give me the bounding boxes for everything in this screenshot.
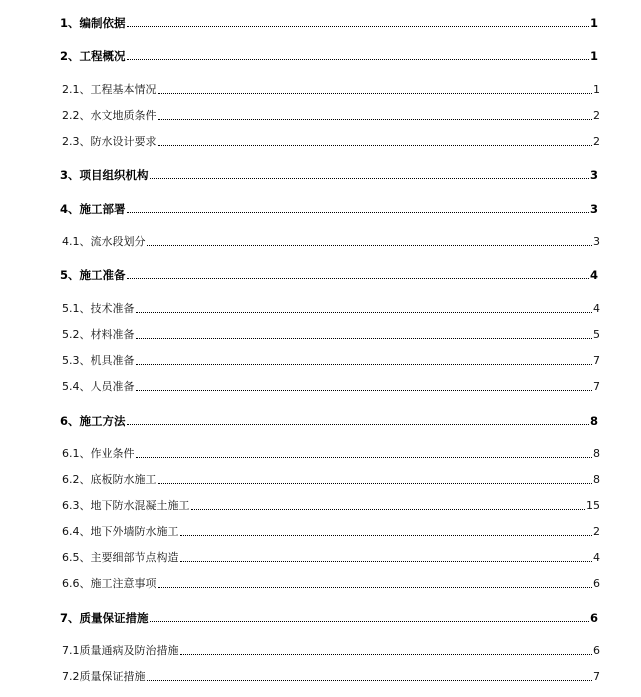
toc-entry-2[interactable]: [60, 45, 598, 63]
toc-entry-page: 7: [593, 354, 600, 367]
toc-entry-label: 5.2、材料准备: [62, 328, 135, 341]
toc-entry-page: 5: [593, 328, 600, 341]
toc-entry-page: 6: [593, 644, 600, 657]
toc-entry-page: 8: [593, 473, 600, 486]
toc-dot-leader: [150, 178, 589, 179]
toc-entry-label: 5.4、人员准备: [62, 380, 135, 393]
toc-entry-5-3[interactable]: [62, 350, 600, 368]
toc-dot-leader: [147, 245, 593, 246]
toc-entry-2-2[interactable]: [62, 105, 600, 123]
toc-entry-label: 6.3、地下防水混凝土施工: [62, 499, 190, 512]
toc-entry-label: 5.1、技术准备: [62, 302, 135, 315]
toc-entry-page: 4: [593, 302, 600, 315]
toc-entry-7-2[interactable]: [62, 666, 600, 684]
toc-entry-2-3[interactable]: [62, 131, 600, 149]
toc-entry-page: 1: [593, 83, 600, 96]
toc-entry-4[interactable]: [60, 198, 598, 216]
toc-entry-label: 2.3、防水设计要求: [62, 135, 157, 148]
toc-dot-leader: [127, 26, 589, 27]
toc-entry-page: 1: [589, 49, 598, 63]
toc-entry-page: 2: [593, 109, 600, 122]
toc-dot-leader: [127, 278, 589, 279]
toc-entry-page: 15: [586, 499, 600, 512]
toc-entry-6-1[interactable]: [62, 443, 600, 461]
toc-entry-page: 7: [593, 670, 600, 683]
toc-entry-page: 8: [593, 447, 600, 460]
toc-entry-7[interactable]: [60, 607, 598, 625]
toc-entry-6-5[interactable]: [62, 547, 600, 565]
toc-entry-6-3[interactable]: [62, 495, 600, 513]
toc-dot-leader: [127, 59, 589, 60]
toc-dot-leader: [150, 621, 589, 622]
toc-entry-label: 4.1、流水段划分: [62, 235, 146, 248]
toc-entry-label: 7.2质量保证措施: [62, 670, 146, 683]
toc-entry-5-2[interactable]: [62, 324, 600, 342]
toc-dot-leader: [136, 364, 593, 365]
toc-entry-2-1[interactable]: [62, 79, 600, 97]
toc-dot-leader: [136, 457, 593, 458]
toc-entry-label: 2.2、水文地质条件: [62, 109, 157, 122]
toc-entry-label: 6.4、地下外墙防水施工: [62, 525, 179, 538]
toc-entry-6-4[interactable]: [62, 521, 600, 539]
toc-entry-1[interactable]: [60, 12, 598, 30]
toc-entry-label: 7.1质量通病及防治措施: [62, 644, 179, 657]
toc-entry-label: 6.1、作业条件: [62, 447, 135, 460]
toc-dot-leader: [147, 680, 593, 681]
toc-dot-leader: [127, 424, 589, 425]
toc-entry-6-6[interactable]: [62, 573, 600, 591]
toc-dot-leader: [136, 338, 593, 339]
toc-entry-label: 6.5、主要细部节点构造: [62, 551, 179, 564]
toc-dot-leader: [158, 145, 593, 146]
toc-entry-4-1[interactable]: [62, 231, 600, 249]
toc-entry-label: 4、施工部署: [60, 202, 126, 216]
toc-entry-page: 3: [589, 202, 598, 216]
toc-entry-page: 4: [589, 268, 598, 282]
toc-entry-page: 3: [589, 168, 598, 182]
toc-dot-leader: [180, 654, 593, 655]
toc-entry-label: 7、质量保证措施: [60, 611, 149, 625]
toc-dot-leader: [136, 390, 593, 391]
toc-entry-label: 5.3、机具准备: [62, 354, 135, 367]
toc-entry-5-4[interactable]: [62, 376, 600, 394]
toc-entry-page: 3: [593, 235, 600, 248]
toc-entry-page: 4: [593, 551, 600, 564]
toc-entry-label: 2、工程概况: [60, 49, 126, 63]
toc-entry-label: 5、施工准备: [60, 268, 126, 282]
toc-dot-leader: [158, 483, 593, 484]
toc-entry-5[interactable]: [60, 264, 598, 282]
toc-dot-leader: [127, 212, 589, 213]
toc-entry-label: 1、编制依据: [60, 16, 126, 30]
toc-entry-page: 1: [589, 16, 598, 30]
toc-dot-leader: [180, 535, 593, 536]
toc-entry-page: 7: [593, 380, 600, 393]
toc-entry-label: 3、项目组织机构: [60, 168, 149, 182]
toc-entry-page: 2: [593, 525, 600, 538]
toc-entry-page: 6: [593, 577, 600, 590]
toc-entry-6-2[interactable]: [62, 469, 600, 487]
toc-entry-7-1[interactable]: [62, 640, 600, 658]
toc-dot-leader: [180, 561, 593, 562]
toc-dot-leader: [158, 93, 593, 94]
toc-entry-page: 2: [593, 135, 600, 148]
toc-dot-leader: [191, 509, 586, 510]
toc-dot-leader: [158, 119, 593, 120]
toc-entry-label: 6、施工方法: [60, 414, 126, 428]
toc-entry-label: 6.2、底板防水施工: [62, 473, 157, 486]
toc-entry-label: 2.1、工程基本情况: [62, 83, 157, 96]
toc-dot-leader: [158, 587, 593, 588]
toc-entry-3[interactable]: [60, 164, 598, 182]
toc-entry-label: 6.6、施工注意事项: [62, 577, 157, 590]
toc-entry-5-1[interactable]: [62, 298, 600, 316]
toc-entry-6[interactable]: [60, 410, 598, 428]
toc-entry-page: 8: [589, 414, 598, 428]
toc-entry-page: 6: [589, 611, 598, 625]
toc-dot-leader: [136, 312, 593, 313]
